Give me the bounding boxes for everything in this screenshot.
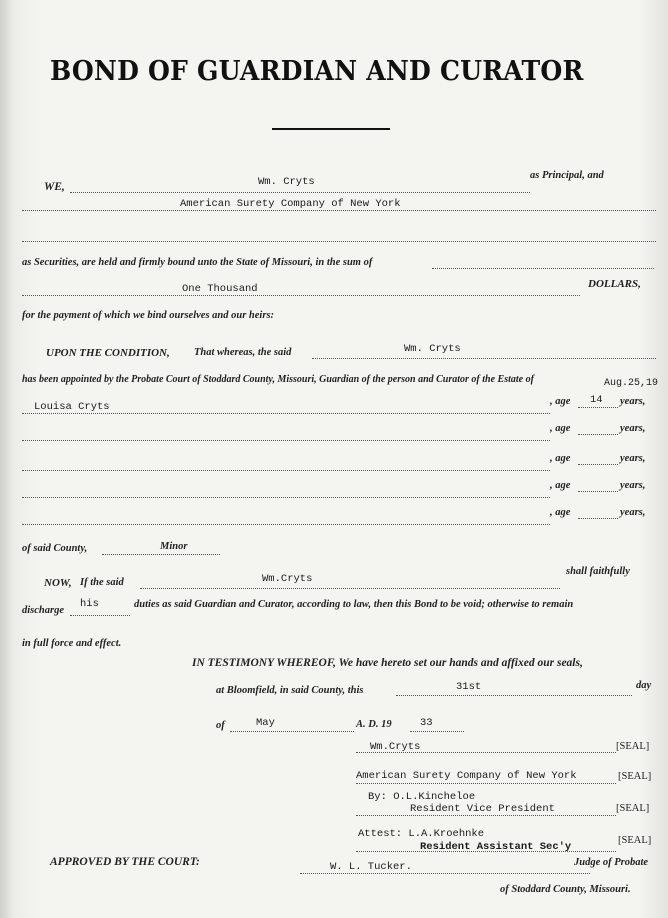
age-label: , age: [550, 453, 571, 464]
guardian-name-now: Wm.Cryts: [262, 573, 313, 585]
surety-name: American Surety Company of New York: [180, 198, 401, 210]
age-label: , age: [550, 480, 571, 491]
years-label: years,: [620, 507, 646, 518]
approval-label: APPROVED BY THE COURT:: [50, 856, 200, 868]
age-label: , age: [550, 507, 571, 518]
years-label: years,: [620, 480, 646, 491]
court-county: of Stoddard County, Missouri.: [500, 884, 631, 895]
dotted-line: [22, 210, 656, 211]
testimony-day-value: 31st: [456, 681, 482, 693]
dotted-line: [22, 497, 550, 498]
principal-signature: Wm.Cryts: [370, 741, 421, 753]
dotted-line: [22, 470, 550, 471]
by-title: Resident Vice President: [410, 803, 555, 815]
condition-label: UPON THE CONDITION,: [46, 347, 170, 359]
dotted-line: [396, 695, 632, 696]
attest-title: Resident Assistant Sec'y: [420, 841, 572, 853]
principal-suffix: as Principal, and: [530, 170, 604, 181]
dotted-line: [70, 192, 530, 193]
judge-title: Judge of Probate: [574, 857, 649, 868]
dotted-line: [22, 241, 656, 242]
duties-text: duties as said Guardian and Curator, according to law, then this Bond to be void; otherwise to remain: [134, 599, 574, 610]
ad-label: A. D. 19: [356, 719, 392, 730]
now-text: If the said: [80, 577, 124, 588]
dotted-line: [578, 407, 618, 408]
by-signature: By: O.L.Kincheloe: [368, 791, 476, 803]
minor-age: 14: [590, 394, 603, 406]
dotted-line: [22, 295, 580, 296]
guardian-name: Wm. Cryts: [404, 343, 461, 355]
bond-amount: One Thousand: [182, 283, 258, 295]
dotted-line: [230, 731, 354, 732]
dotted-line: [312, 358, 656, 359]
dotted-line: [22, 413, 550, 414]
dotted-line: [22, 524, 550, 525]
years-label: years,: [620, 453, 646, 464]
we-label: WE,: [44, 181, 65, 193]
day-label: day: [636, 680, 652, 691]
dotted-line: [140, 588, 560, 589]
minor-name: Louisa Cryts: [34, 401, 110, 413]
dotted-line: [300, 873, 590, 874]
years-label: years,: [620, 396, 646, 407]
years-label: years,: [620, 423, 646, 434]
seal-4: [SEAL]: [618, 835, 652, 846]
attest-signature: Attest: L.A.Kroehnke: [358, 828, 485, 840]
dotted-line: [22, 440, 550, 441]
dotted-line: [356, 783, 616, 784]
faithfully-text: shall faithfully: [566, 566, 630, 577]
title-rule: [272, 128, 390, 130]
judge-signature: W. L. Tucker.: [330, 861, 412, 873]
testimony-at: at Bloomfield, in said County, this: [216, 685, 364, 696]
dotted-line: [578, 464, 618, 465]
dotted-line: [70, 615, 130, 616]
principal-name: Wm. Cryts: [258, 176, 315, 188]
year-value: 33: [420, 717, 433, 729]
testimony-text: IN TESTIMONY WHEREOF, We have hereto set our hands and affixed our seals,: [192, 657, 583, 669]
dotted-line: [432, 268, 654, 269]
dotted-line: [578, 491, 618, 492]
date-note: Aug.25,19: [604, 378, 659, 389]
age-label: , age: [550, 423, 571, 434]
minor-label: Minor: [160, 541, 188, 552]
discharge-label: discharge: [22, 605, 64, 616]
age-label: , age: [550, 396, 571, 407]
dotted-line: [578, 518, 618, 519]
document-title: BOND OF GUARDIAN AND CURATOR: [50, 56, 584, 87]
now-label: NOW,: [44, 577, 72, 589]
month-value: May: [256, 717, 275, 729]
seal-2: [SEAL]: [618, 771, 652, 782]
currency-label: DOLLARS,: [588, 278, 641, 290]
condition-text: That whereas, the said: [194, 347, 292, 358]
surety-signature: American Surety Company of New York: [356, 770, 577, 782]
seal-1: [SEAL]: [616, 741, 650, 752]
securities-text: as Securities, are held and firmly bound unto the State of Missouri, in the sum of: [22, 257, 373, 268]
appointment-text: has been appointed by the Probate Court of Stoddard County, Missouri, Guardian of the person and Curator of the Estate of: [22, 374, 534, 385]
pronoun: his: [80, 598, 99, 610]
seal-3: [SEAL]: [616, 803, 650, 814]
county-prefix: of said County,: [22, 543, 88, 554]
force-text: in full force and effect.: [22, 638, 122, 649]
of-label: of: [216, 720, 225, 731]
dotted-line: [578, 434, 618, 435]
dotted-line: [102, 554, 220, 555]
dotted-line: [410, 731, 464, 732]
payment-text: for the payment of which we bind ourselves and our heirs:: [22, 310, 275, 321]
dotted-line: [356, 815, 616, 816]
dotted-line: [356, 851, 616, 852]
